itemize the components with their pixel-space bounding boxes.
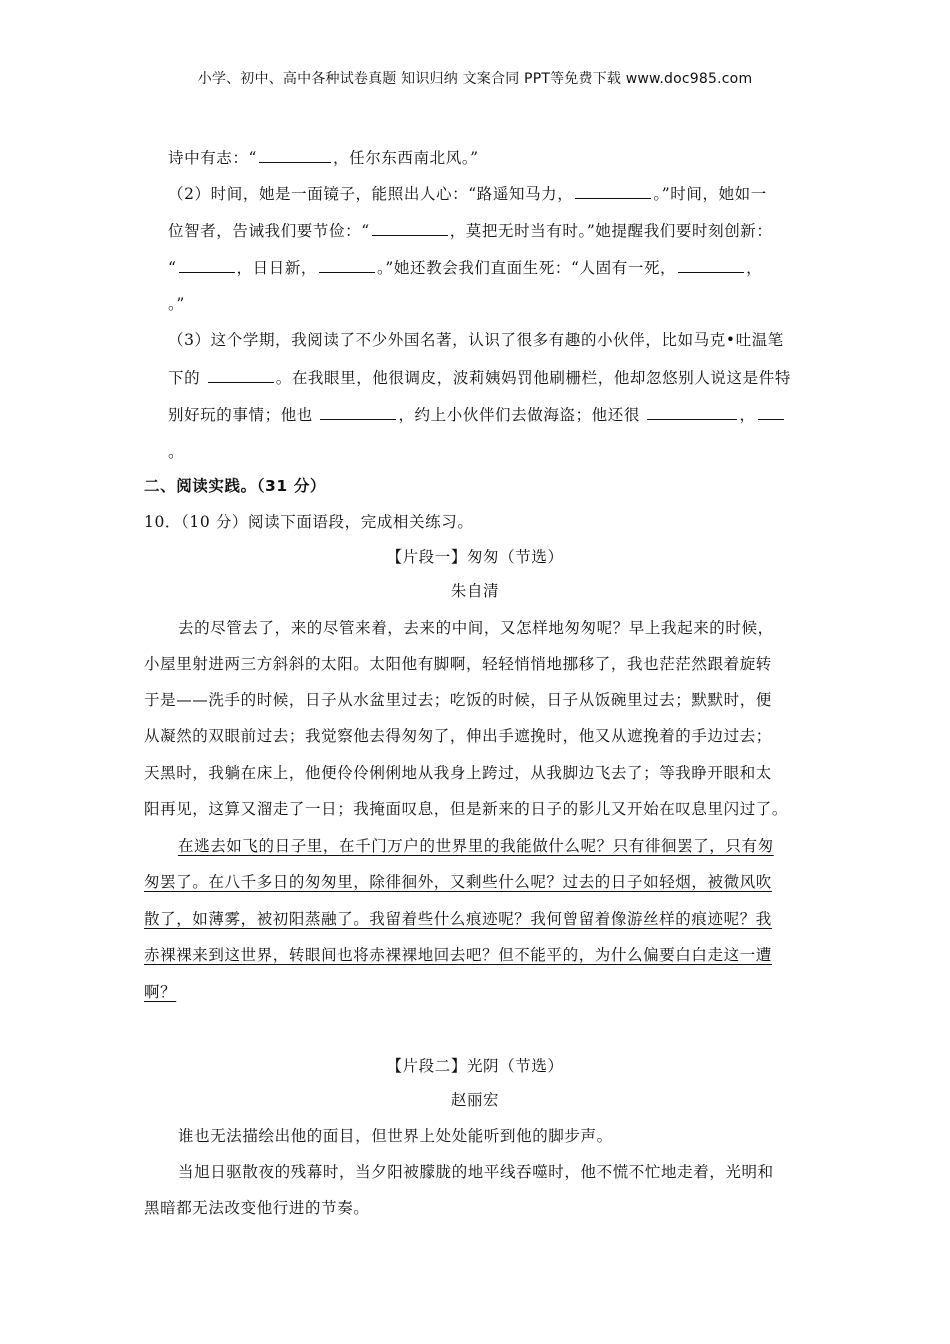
q3-line-4: 。: [168, 443, 185, 461]
answer-blank[interactable]: [647, 405, 737, 420]
fragment-2-title: 【片段二】光阴（节选）: [386, 1057, 564, 1075]
fragment-1-author: 朱自清: [450, 582, 500, 600]
page-header: 小学、初中、高中各种试卷真题 知识归纳 文案合同 PPT等免费下载 www.doc985.com: [197, 71, 753, 87]
answer-blank[interactable]: [208, 368, 274, 383]
fragment-1-p2-line: 在逃去如飞的日子里，在千门万户的世界里的我能做什么呢？只有徘徊罢了，只有匆: [178, 837, 774, 855]
fragment-2-p2-line: 黑暗都无法改变他行进的节奏。: [144, 1199, 370, 1217]
fragment-2-author: 赵丽宏: [450, 1091, 500, 1109]
answer-blank[interactable]: [758, 405, 784, 420]
answer-blank[interactable]: [320, 405, 396, 420]
fragment-1-p1-line: 天黑时，我躺在床上，他便伶伶俐俐地从我身上跨过，从我脚边飞去了；等我睁开眼和太: [144, 764, 772, 782]
fragment-1-p1-line: 去的尽管去了，来的尽管来着，去来的中间，又怎样地匆匆呢？早上我起来的时候，: [178, 619, 774, 637]
fragment-1-title: 【片段一】匆匆（节选）: [386, 548, 564, 566]
q3-line-1: （3）这个学期，我阅读了不少外国名著，认识了很多有趣的小伙伴，比如马克•吐温笔: [168, 331, 784, 349]
answer-blank[interactable]: [678, 258, 744, 273]
fragment-1-p1-line: 阳再见，这算又溜走了一日；我掩面叹息，但是新来的日子的影儿又开始在叹息里闪过了。: [144, 800, 789, 818]
poem-line: 诗中有志：“ ，任尔东西南北风。”: [168, 149, 479, 167]
question-10: 10．（10 分）阅读下面语段，完成相关练习。: [144, 513, 474, 531]
q2-line-3: “ ，日日新， 。”她还教会我们直面生死：“人固有一死， ，: [168, 259, 763, 277]
answer-blank[interactable]: [259, 148, 331, 163]
q3-line-2: 下的 。在我眼里，他很调皮，波莉姨妈罚他刷栅栏，他却忽悠别人说这是件特: [168, 369, 791, 387]
fragment-1-p2-line: 赤裸裸来到这世界，转眼间也将赤裸裸地回去吧？但不能平的，为什么偏要白白走这一遭: [144, 946, 772, 964]
section-heading: 二、阅读实践。（31 分）: [144, 477, 327, 495]
q3-line-3: 别好玩的事情；他也 ，约上小伙伴们去做海盗；他还很 ，: [168, 403, 786, 425]
fragment-1-p2-line: 散了，如薄雾，被初阳蒸融了。我留着些什么痕迹呢？我何曾留着像游丝样的痕迹呢？我: [144, 910, 772, 928]
answer-blank[interactable]: [319, 258, 375, 273]
fragment-1-p2-line: 啊？: [144, 983, 177, 1001]
fragment-1-p2-line: 匆罢了。在八千多日的匆匆里，除徘徊外，又剩些什么呢？过去的日子如轻烟，被微风吹: [144, 873, 772, 891]
fragment-2-p1: 谁也无法描绘出他的面目，但世界上处处能听到他的脚步声。: [178, 1127, 613, 1145]
fragment-1-p1-line: 于是——洗手的时候，日子从水盆里过去；吃饭的时候，日子从饭碗里过去；默默时，便: [144, 691, 772, 709]
answer-blank[interactable]: [179, 258, 235, 273]
answer-blank[interactable]: [575, 184, 651, 199]
fragment-2-p2-line: 当旭日驱散夜的残幕时，当夕阳被朦胧的地平线吞噬时，他不慌不忙地走着，光明和: [178, 1163, 774, 1181]
fragment-1-p1-line: 从凝然的双眼前过去；我觉察他去得匆匆了，伸出手遮挽时，他又从遮挽着的手边过去；: [144, 727, 772, 745]
q2-line-1: （2）时间，她是一面镜子，能照出人心：“路遥知马力， 。”时间，她如一: [168, 185, 767, 203]
q2-line-4: 。”: [168, 295, 185, 313]
fragment-1-p1-line: 小屋里射进两三方斜斜的太阳。太阳他有脚啊，轻轻悄悄地挪移了，我也茫茫然跟着旋转: [144, 655, 772, 673]
q2-line-2: 位智者，告诫我们要节俭：“ ，莫把无时当有时。”她提醒我们要时刻创新：: [168, 222, 773, 240]
answer-blank[interactable]: [372, 221, 448, 236]
